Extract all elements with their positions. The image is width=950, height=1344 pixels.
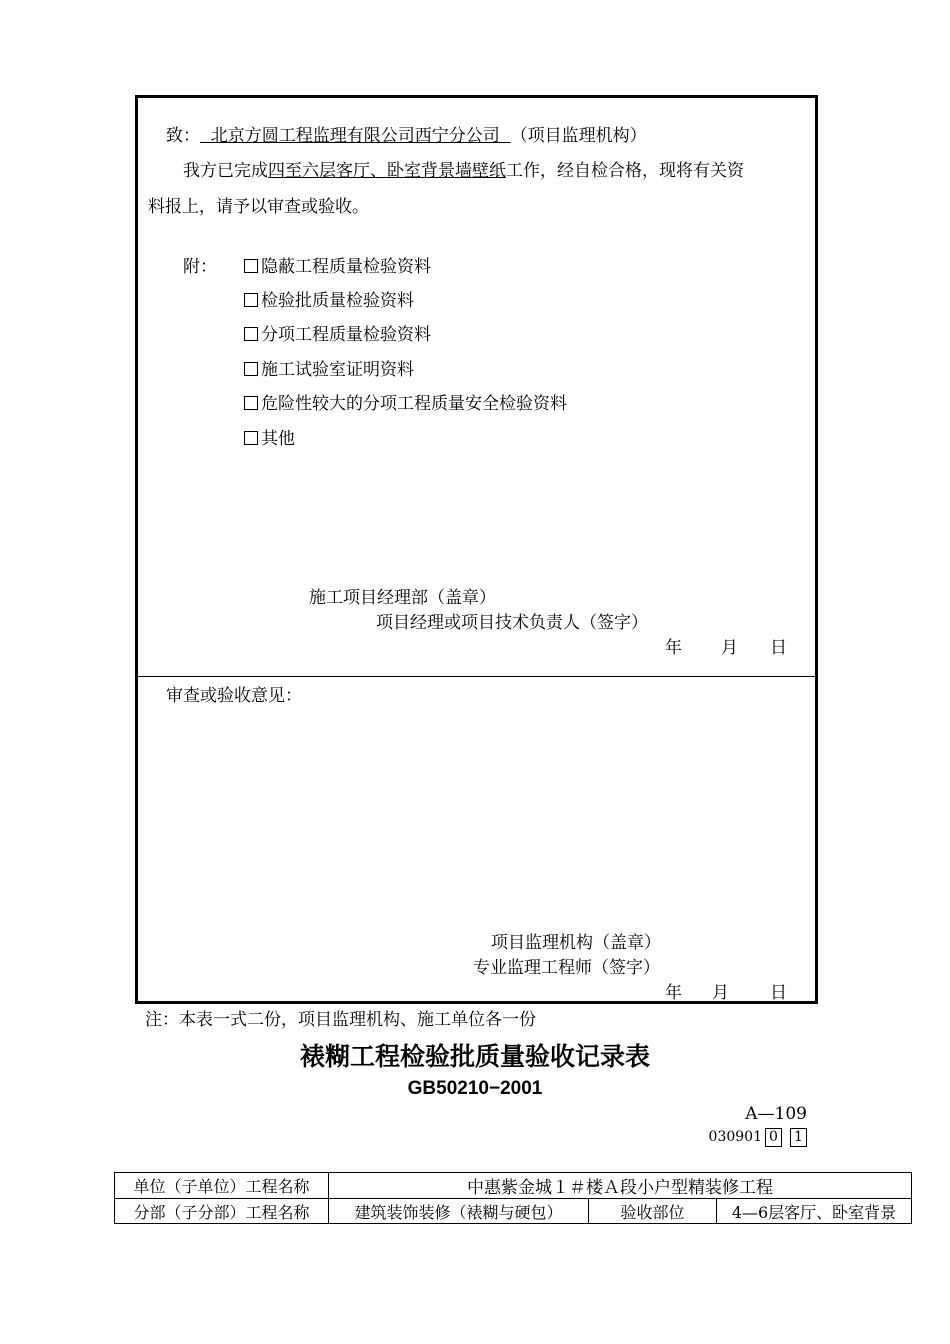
attachments-label: 附： [183,257,217,277]
supervisor-org: 项目监理机构（盖章） [491,933,661,953]
serial-box-1[interactable]: 0 [765,1128,782,1147]
supervisor-engineer: 专业监理工程师（签字） [473,958,660,978]
attachment-item[interactable]: 隐蔽工程质量检验资料 [244,252,431,277]
attachment-item[interactable]: 施工试验室证明资料 [244,355,414,380]
contractor-date-year: 年 [665,638,682,658]
supervisor-date-year: 年 [665,983,682,1003]
unit-project-label: 单位（子单位）工程名称 [115,1173,329,1199]
checkbox[interactable] [244,396,258,410]
contractor-date-month: 月 [721,638,738,658]
attachment-item[interactable]: 危险性较大的分项工程质量安全检验资料 [244,389,567,414]
attachment-item[interactable]: 检验批质量检验资料 [244,286,414,311]
body-line-2: 料报上，请予以审查或验收。 [148,197,369,217]
attachment-item[interactable]: 其他 [244,424,295,449]
serial-number: 030901 0 1 [709,1128,807,1147]
review-opinion-label: 审查或验收意见： [166,686,302,706]
checkbox[interactable] [244,431,258,445]
checkbox[interactable] [244,327,258,341]
section-divider [138,676,815,677]
addressee-line [166,121,647,146]
subdivision-label: 分部（子分部）工程名称 [115,1199,329,1224]
standard-code: GB50210−2001 [407,1078,543,1099]
body-line-1: 我方已完成四至六层客厅、卧室背景墙壁纸工作，经自检合格，现将有关资 [183,161,744,181]
contractor-manager: 项目经理或项目技术负责人（签字） [376,613,648,633]
checkbox[interactable] [244,362,258,376]
record-title: 裱糊工程检验批质量验收记录表 [299,1042,650,1071]
addressee-prefix: 致： [166,126,200,146]
addressee-name: 北京方圆工程监理有限公司西宁分公司 [200,126,511,146]
contractor-date-day: 日 [770,638,787,658]
supervisor-date-month: 月 [712,983,729,1003]
checkbox[interactable] [244,293,258,307]
checkbox[interactable] [244,259,258,273]
submission-form-box [135,95,818,1004]
work-item: 四至六层客厅、卧室背景墙壁纸 [268,161,506,181]
contractor-dept: 施工项目经理部（盖章） [309,588,496,608]
addressee-suffix: （项目监理机构） [510,126,647,146]
inspection-location-value[interactable]: 4—6层客厅、卧室背景 [717,1199,912,1224]
attachment-item[interactable]: 分项工程质量检验资料 [244,320,431,345]
inspection-location-label: 验收部位 [589,1199,717,1224]
form-code: A—109 [745,1104,807,1124]
subdivision-value[interactable]: 建筑装饰装修（裱糊与硬包） [329,1199,589,1224]
table-row [115,1173,912,1199]
project-info-table [114,1172,912,1224]
table-row [115,1199,912,1224]
unit-project-value[interactable]: 中惠紫金城１＃楼Ａ段小户型精装修工程 [329,1173,912,1199]
serial-box-2[interactable]: 1 [790,1128,807,1147]
copies-note: 注：本表一式二份，项目监理机构、施工单位各一份 [145,1010,536,1030]
supervisor-date-day: 日 [770,983,787,1003]
